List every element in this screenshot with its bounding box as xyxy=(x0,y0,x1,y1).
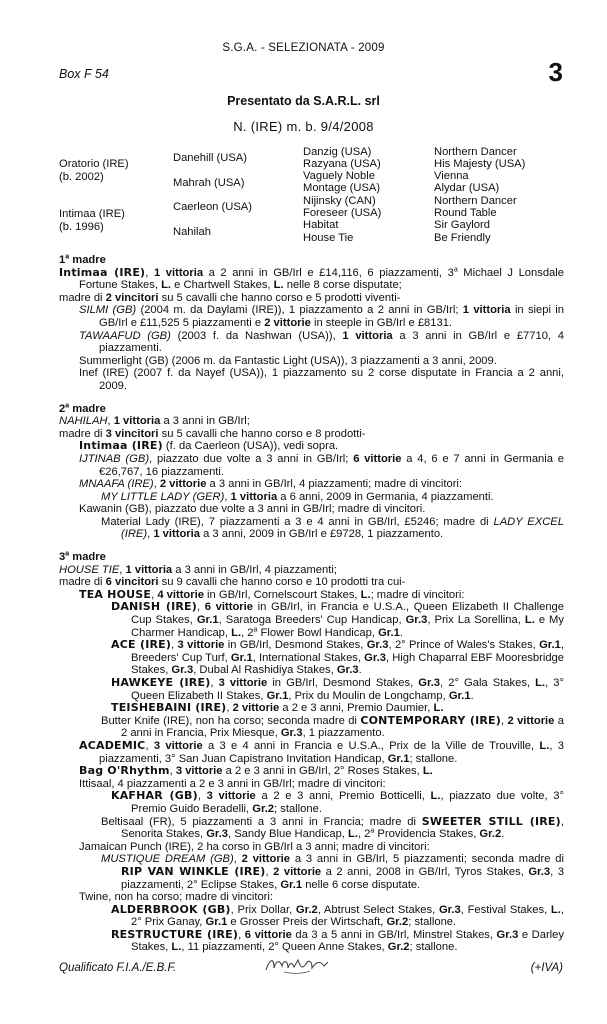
section-heading-third-dam: 3$^a$ madre xyxy=(59,550,106,564)
pedigree-g2: Foreseer (USA) xyxy=(303,207,382,219)
dam-record: Intimaa (IRE), 1 vittoria a 2 anni in GB/Irl e £14,116, 6 piazzamenti, 3$^a$ Michael J Lonsdale Fortune Stakes, L. e Chartwell Stakes, L. nelle 8 corse disputate; xyxy=(59,265,564,292)
produce-entry: RESTRUCTURE (IRE), 6 vittorie da 3 a 5 anni in GB/Irl, Minstrel Stakes, Gr.3 e Darley Stakes, L., 11 piazzamenti, 2° Queen Anne Stakes, Gr.2; stallone. xyxy=(111,927,564,954)
pedigree-g2: Razyana (USA) xyxy=(303,158,381,170)
produce-entry: SILMI (GB) (2004 m. da Daylami (IRE)), 1 piazzamento a 2 anni in GB/Irl; 1 vittoria in siepi in GB/Irl e £11,525 5 piazzamenti e 2 vittorie in steeple in GB/Irl e £8131. xyxy=(79,304,565,329)
produce-entry: Inef (IRE) (2007 f. da Nayef (USA)), 1 piazzamento su 2 corse disputate in Francia a 2 anni, 2009. xyxy=(79,367,564,392)
produce-entry: ALDERBROOK (GB), Prix Dollar, Gr.2, Abtrust Select Stakes, Gr.3, Festival Stakes, L., 2° Prix Ganay, Gr.1 e Grosser Preis der Wirtschaft, Gr.2; stallone. xyxy=(111,902,564,929)
text-line: madre di 2 vincitori su 5 cavalli che hanno corso e 5 prodotti viventi- xyxy=(59,291,401,304)
text-line: NAHILAH, 1 vittoria a 3 anni in GB/Irl; xyxy=(59,415,250,428)
pedigree-g2: Habitat xyxy=(303,219,339,231)
produce-entry: Material Lady (IRE), 7 piazzamenti a 3 e 4 anni in GB/Irl, £5246; madre di LADY EXCEL (IRE), 1 vittoria a 3 anni, 2009 in GB/Irl e £9728, 1 piazzamento. xyxy=(101,515,564,541)
handwritten-signature xyxy=(262,952,332,978)
produce-entry: KAFHAR (GB), 3 vittorie a 2 e 3 anni, Premio Botticelli, L., piazzato due volte, 3° Premio Guido Beradelli, Gr.2; stallone. xyxy=(111,789,565,815)
dam-year: (b. 1996) xyxy=(59,221,104,233)
pedigree-g2: Montage (USA) xyxy=(303,182,381,194)
produce-entry: Twine, non ha corso; madre di vincitori: xyxy=(79,891,274,904)
horse-title: N. (IRE) m. b. 9/4/2008 xyxy=(233,119,374,134)
pedigree-g3: Northern Dancer xyxy=(434,146,517,158)
pedigree-g1: Mahrah (USA) xyxy=(173,177,245,189)
lot-number: 3 xyxy=(548,57,563,87)
pedigree-g2: House Tie xyxy=(303,232,354,244)
produce-record xyxy=(59,254,564,954)
text-line: HOUSE TIE, 1 vittoria a 3 anni in GB/Irl, 4 piazzamenti; xyxy=(59,563,337,576)
produce-entry: MNAAFA (IRE), 2 vittorie a 3 anni in GB/Irl, 4 piazzamenti; madre di vincitori: xyxy=(79,478,463,491)
pedigree-g3: Be Friendly xyxy=(434,232,491,244)
sire-year: (b. 2002) xyxy=(59,171,104,183)
pedigree-g3: Vienna xyxy=(434,170,469,182)
produce-entry: ACADEMIC, 3 vittorie a 3 e 4 anni in Francia e U.S.A., Prix de la Ville de Trouville, L., 3 piazzamenti, 3° San Juan Capistrano Invitation Handicap, Gr.1; stallone. xyxy=(79,738,564,765)
produce-entry: Bag O'Rhythm, 3 vittorie a 2 e 3 anni in GB/Irl, 2° Roses Stakes, L. xyxy=(79,764,433,778)
consignor: Presentato da S.A.R.L. srl xyxy=(227,94,380,108)
produce-entry: TAWAAFUD (GB) (2003 f. da Nashwan (USA)), 1 vittoria a 3 anni in GB/Irl e £7710, 4 piazzamenti. xyxy=(79,329,564,355)
produce-entry: Butter Knife (IRE), non ha corso; seconda madre di CONTEMPORARY (IRE), 2 vittorie a 2 anni in Francia, Prix Miesque, Gr.3, 1 piazzamento. xyxy=(101,713,564,740)
pedigree-g3: Sir Gaylord xyxy=(434,219,490,231)
produce-entry: HAWKEYE (IRE), 3 vittorie in GB/Irl, Desmond Stakes, Gr.3, 2° Gala Stakes, L., 3° Queen Elizabeth II Stakes, Gr.1, Prix du Moulin de Longchamp, Gr.1. xyxy=(111,676,564,702)
pedigree-g1: Nahilah xyxy=(173,226,211,238)
produce-entry: Beltisaal (FR), 5 piazzamenti a 3 anni in Francia; madre di SWEETER STILL (IRE), Senorita Stakes, Gr.3, Sandy Blue Handicap, L., 2$^a$ Providencia Stakes, Gr.2. xyxy=(101,814,564,841)
pedigree-g3: Alydar (USA) xyxy=(434,182,500,194)
section-heading-second-dam: 2$^a$ madre xyxy=(59,401,106,415)
pedigree-g1: Caerleon (USA) xyxy=(173,201,252,213)
produce-entry: TEISHEBAINI (IRE), 2 vittorie a 2 e 3 anni, Premio Daumier, L. xyxy=(111,701,444,715)
text-line: madre di 6 vincitori su 9 cavalli che hanno corso e 10 prodotti tra cui- xyxy=(59,576,406,589)
produce-entry: Summerlight (GB) (2006 m. da Fantastic Light (USA)), 3 piazzamenti a 3 anni, 2009. xyxy=(79,354,497,367)
produce-entry: TEA HOUSE, 4 vittorie in GB/Irl, Cornelscourt Stakes, L.; madre di vincitori: xyxy=(79,587,465,601)
pedigree-g2: Danzig (USA) xyxy=(303,146,372,158)
pedigree-g2: Nijinsky (CAN) xyxy=(303,195,376,207)
catalogue-header: S.G.A. - SELEZIONATA - 2009 xyxy=(222,42,385,54)
produce-entry: MUSTIQUE DREAM (GB), 2 vittorie a 3 anni in GB/Irl, 5 piazzamenti; seconda madre di RIP VAN WINKLE (IRE), 2 vittorie a 2 anni, 2008 in GB/Irl, Tyros Stakes, Gr.3, 3 piazzamenti, 2° Eclipse Stakes, Gr.1 nelle 6 corse disputate. xyxy=(101,853,565,891)
box-number: Box F 54 xyxy=(59,67,109,81)
sire: Oratorio (IRE) xyxy=(59,158,129,170)
pedigree-g3: Round Table xyxy=(434,207,497,219)
produce-entry: Intimaa (IRE) (f. da Caerleon (USA)), vedi sopra. xyxy=(79,439,339,453)
produce-entry: Jamaican Punch (IRE), 2 ha corso in GB/Irl a 3 anni; madre di vincitori: xyxy=(79,840,430,853)
produce-entry: Kawanin (GB), piazzato due volte a 3 anni in GB/Irl; madre di vincitori. xyxy=(79,503,426,516)
pedigree-g1: Danehill (USA) xyxy=(173,152,247,164)
dam: Intimaa (IRE) xyxy=(59,208,125,220)
pedigree-g2: Vaguely Noble xyxy=(303,170,375,182)
produce-entry: Ittisaal, 4 piazzamenti a 2 e 3 anni in GB/Irl; madre di vincitori: xyxy=(79,777,386,790)
pedigree-g3: His Majesty (USA) xyxy=(434,158,526,170)
produce-entry: DANISH (IRE), 6 vittorie in GB/Irl, in Francia e U.S.A., Queen Elizabeth II Challenge Cup Stakes, Gr.1, Saratoga Breeders' Cup Handicap, Gr.3, Prix La Sorellina, L. e My Charmer Handicap, L., 2$^a$ Flower Bowl Handicap, Gr.1. xyxy=(111,600,564,639)
produce-entry: IJTINAB (GB), piazzato due volte a 3 anni in GB/Irl; 6 vittorie a 4, 6 e 7 anni in Germania e €26,767, 16 piazzamenti. xyxy=(79,452,564,478)
pedigree-g3: Northern Dancer xyxy=(434,195,517,207)
vat-note: (+IVA) xyxy=(530,962,563,974)
text-line: madre di 3 vincitori su 5 cavalli che hanno corso e 8 prodotti- xyxy=(59,427,366,440)
qualification-note: Qualificato F.I.A./E.B.F. xyxy=(59,962,177,974)
produce-entry: MY LITTLE LADY (GER), 1 vittoria a 6 anni, 2009 in Germania, 4 piazzamenti. xyxy=(101,490,494,503)
section-heading-first-dam: 1$^a$ madre xyxy=(59,253,106,266)
produce-entry: ACE (IRE), 3 vittorie in GB/Irl, Desmond Stakes, Gr.3, 2° Prince of Wales's Stakes, Gr.1, Breeders' Cup Turf, Gr.1, International Stakes, Gr.3, High Chaparral EBF Mooresbridge Stakes, Gr.3, Dubal Al Rashidiya Stakes, Gr.3. xyxy=(111,638,564,677)
